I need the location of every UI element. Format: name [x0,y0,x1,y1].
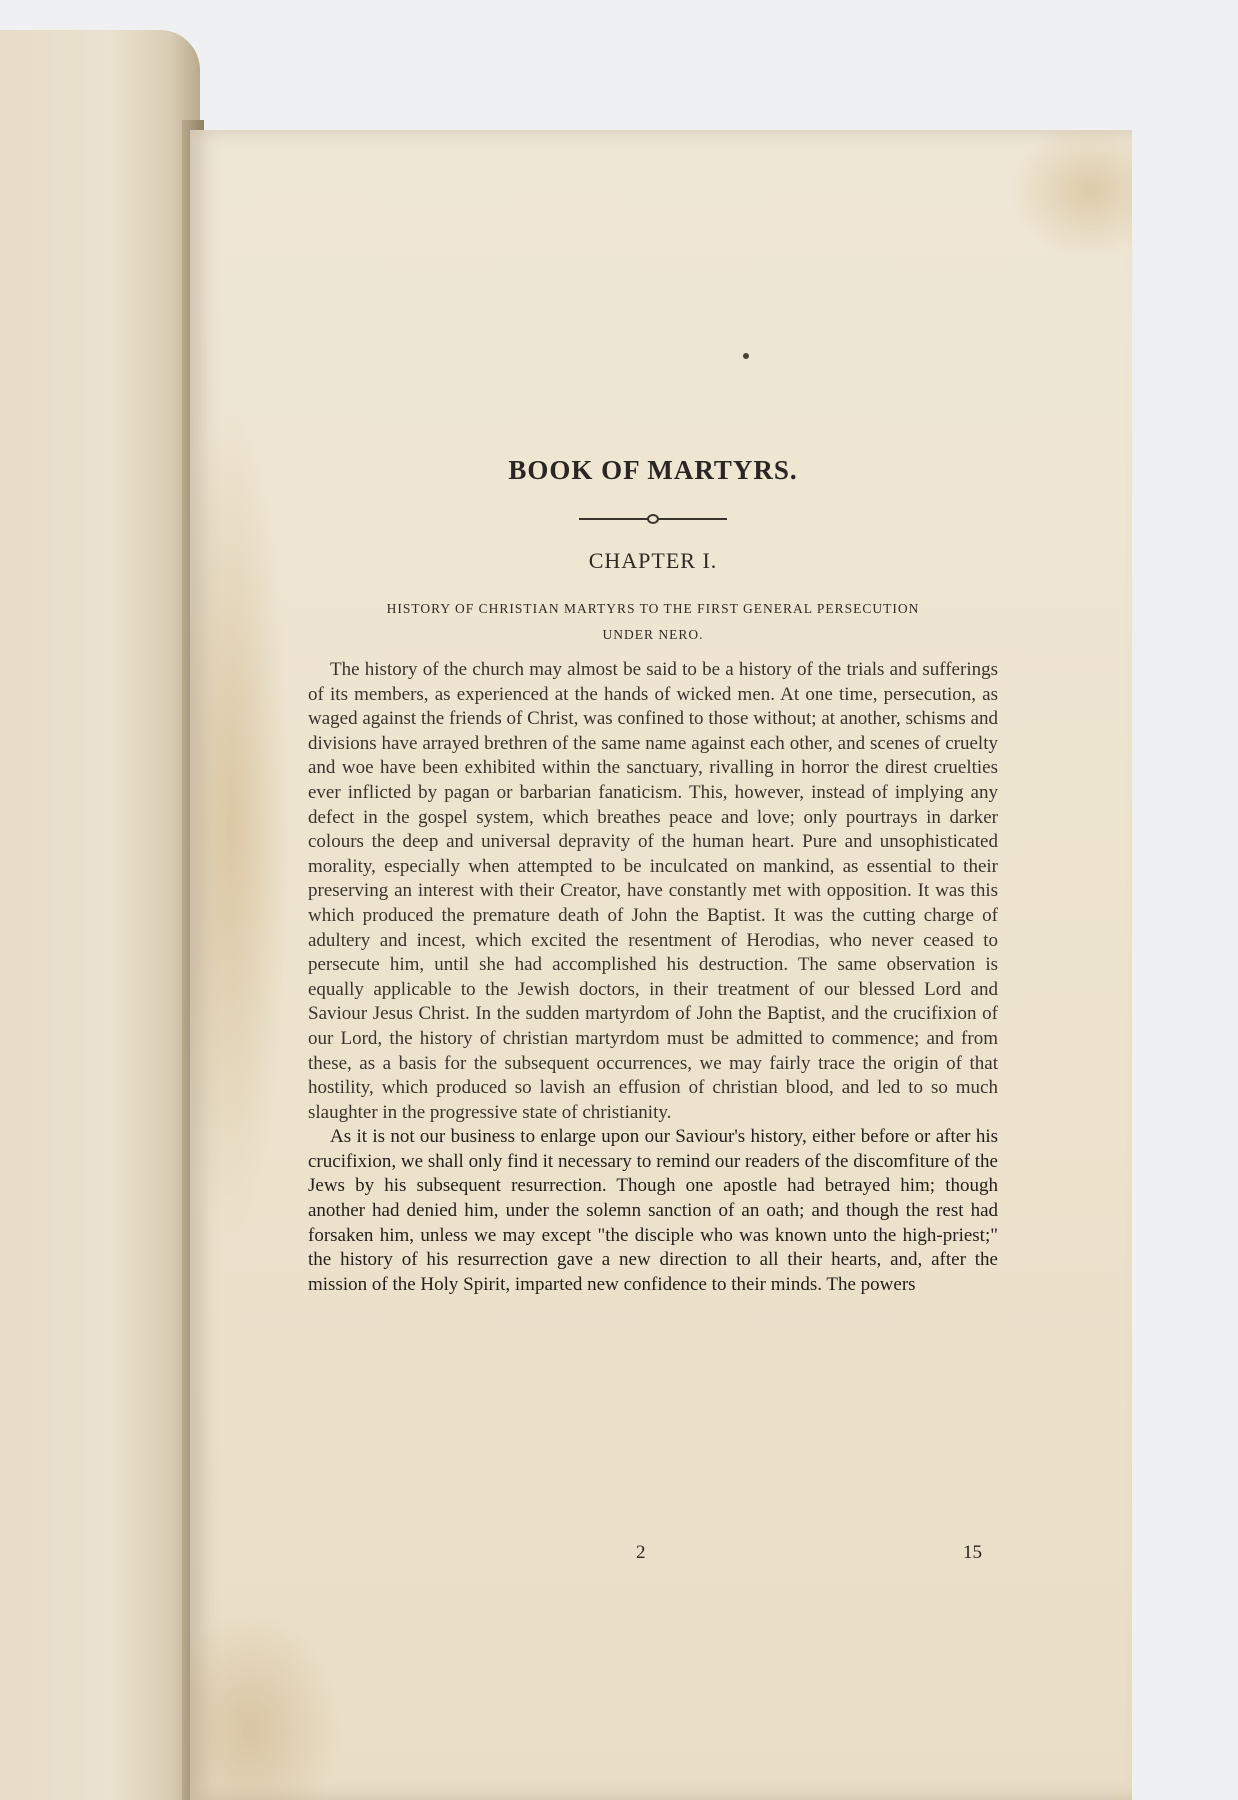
paragraph-1: The history of the church may almost be said to be a history of the trials and sufferings of its members, as experienced at the hands of wicked men. At one time, persecution, as waged against the friends of Christ, was confined to those without; at another, schisms and divisions have arrayed brethren of the same name against each other, and scenes of cruelty and woe have been exhibited within the sanctuary, rivalling in horror the direst cruelties ever inflicted by pagan or barbarian fanaticism. This, however, instead of implying any defect in the gospel system, which breathes peace and love; only pourtrays in darker colours the deep and universal depravity of the human heart. Pure and unsophisticated morality, especially when attempted to be inculcated on mankind, as essential to their preserving an interest with their Creator, have constantly met with opposition. It was this which produced the premature death of John the Baptist. It was the cutting charge of adultery and incest, which excited the resentment of Herodias, who never ceased to persecute him, until she had accomplished his destruction. The same observation is equally applicable to the Jewish doctors, in their treatment of our blessed Lord and Saviour Jesus Christ. In the sudden martyrdom of John the Baptist, and the crucifixion of our Lord, the history of christian martyrdom must be admitted to commence; and from these, as a basis for the subsequent occurrences, we may fairly trace the origin of that hostility, which produced so lavish an effusion of christian blood, and led to so much slaughter in the progressive state of christianity. [308,659,998,1123]
left-page [0,30,200,1800]
signature-mark: 2 [636,1542,646,1563]
subheading-line-1: HISTORY OF CHRISTIAN MARTYRS TO THE FIRST GENERAL PERSECUTION [386,601,920,616]
book-title: BOOK OF MARTYRS. [508,455,798,485]
page-number: 15 [963,1542,982,1563]
chapter-subheading [308,596,998,648]
ornament-line-right [657,518,727,520]
subheading-line-2: UNDER NERO. [602,627,704,642]
title-ornament [308,510,998,522]
paragraph-2: As it is not our business to enlarge upon our Saviour's history, either before or after his crucifixion, we shall only find it necessary to remind our readers of the discomfiture of the Jews by his subsequent resurrection. Though one apostle had betrayed him; though another had denied him, under the solemn sanction of an oath; and though the rest had forsaken him, unless we may except "the disciple who was known unto the high-priest;" the history of his resurrection gave a new direction to all their hearts, and, after the mission of the Holy Spirit, imparted new confidence to their minds. The powers [308,1126,998,1295]
ink-speck [743,353,749,359]
chapter-heading: CHAPTER I. [588,548,718,573]
page-text-block [308,455,998,1297]
ornament-line-left [579,518,649,520]
